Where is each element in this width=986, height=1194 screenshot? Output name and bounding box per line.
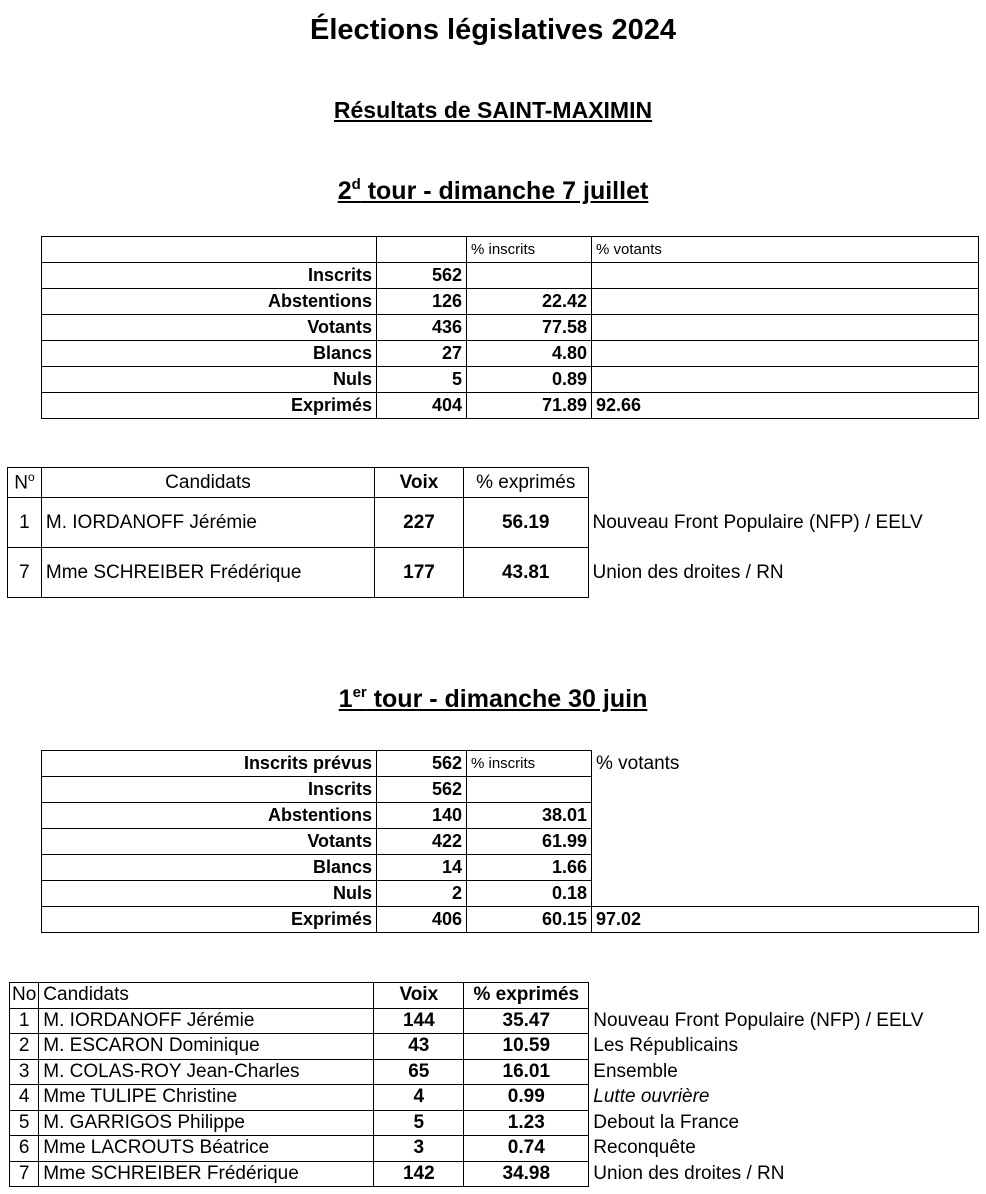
stat-label: Abstentions — [42, 803, 377, 829]
cand-voix: 144 — [374, 1008, 464, 1034]
cand-voix: 4 — [374, 1085, 464, 1111]
cand-no: 1 — [10, 1008, 39, 1034]
col-no: No — [10, 983, 39, 1009]
col-no-sup: o — [27, 470, 35, 485]
cand-name: M. ESCARON Dominique — [39, 1034, 374, 1060]
col-pct-votants: % votants — [596, 753, 680, 774]
cand-party: Reconquête — [593, 1137, 696, 1159]
stat-pct-votants — [592, 315, 979, 341]
col-candidats: Candidats — [41, 468, 374, 498]
stat-label: Inscrits prévus — [42, 751, 377, 777]
table-row — [42, 263, 979, 289]
table-cell — [589, 983, 978, 1009]
round2-stats-table — [41, 236, 979, 419]
table-row — [42, 289, 979, 315]
table-row — [8, 548, 986, 598]
cand-name: Mme SCHREIBER Frédérique — [41, 548, 374, 598]
stat-pct-inscrits: 61.99 — [467, 829, 592, 855]
col-voix: Voix — [375, 468, 464, 498]
stat-value: 422 — [377, 829, 467, 855]
table-row — [42, 777, 979, 803]
cand-no: 1 — [8, 498, 42, 548]
stat-label: Votants — [42, 829, 377, 855]
cand-party: Nouveau Front Populaire (NFP) / EELV — [593, 1009, 924, 1031]
table-row — [42, 367, 979, 393]
stat-label: Blancs — [42, 855, 377, 881]
table-row — [10, 1136, 978, 1162]
col-pct-inscrits: % inscrits — [467, 237, 592, 263]
cand-party: Lutte ouvrière — [593, 1086, 710, 1108]
stat-pct-votants: 97.02 — [592, 907, 979, 933]
stat-label: Votants — [42, 315, 377, 341]
table-row — [10, 1110, 978, 1136]
cand-voix: 177 — [375, 548, 464, 598]
cand-voix: 43 — [374, 1034, 464, 1060]
cand-pct: 56.19 — [463, 498, 588, 548]
table-cell — [592, 829, 979, 855]
cand-pct: 16.01 — [464, 1059, 589, 1085]
stat-pct-inscrits: 60.15 — [467, 907, 592, 933]
stat-pct-votants — [592, 341, 979, 367]
stat-label: Nuls — [42, 881, 377, 907]
stat-value: 2 — [377, 881, 467, 907]
stat-pct-inscrits: 77.58 — [467, 315, 592, 341]
stat-label: Nuls — [42, 367, 377, 393]
stat-pct-inscrits: 38.01 — [467, 803, 592, 829]
stat-label: Blancs — [42, 341, 377, 367]
round1-stats-table — [41, 750, 979, 933]
cand-party: Debout la France — [593, 1111, 740, 1133]
cand-pct: 43.81 — [463, 548, 588, 598]
round2-heading-num: 2 — [337, 177, 352, 205]
stat-label: Exprimés — [42, 907, 377, 933]
table-row — [10, 1161, 978, 1187]
col-no-label: N — [14, 472, 28, 494]
cand-pct: 10.59 — [464, 1034, 589, 1060]
table-cell — [588, 468, 985, 498]
stat-pct-inscrits: 1.66 — [467, 855, 592, 881]
stat-pct-votants — [592, 289, 979, 315]
cand-name: M. COLAS-ROY Jean-Charles — [39, 1059, 374, 1085]
cand-voix: 227 — [375, 498, 464, 548]
stat-pct-inscrits — [467, 263, 592, 289]
stat-value: 14 — [377, 855, 467, 881]
stat-pct-inscrits: 0.18 — [467, 881, 592, 907]
cand-voix: 5 — [374, 1110, 464, 1136]
table-row — [42, 907, 979, 933]
cand-voix: 3 — [374, 1136, 464, 1162]
cand-party: Union des droites / RN — [592, 561, 784, 583]
round1-heading-text: tour - dimanche 30 juin — [366, 685, 648, 713]
stat-value: 436 — [377, 315, 467, 341]
cand-no: 7 — [8, 548, 42, 598]
round2-candidates-table — [7, 467, 986, 598]
cand-no: 3 — [10, 1059, 39, 1085]
cand-no: 5 — [10, 1110, 39, 1136]
cand-name: Mme SCHREIBER Frédérique — [39, 1161, 374, 1187]
table-cell — [592, 881, 979, 907]
cand-party: Les Républicains — [593, 1035, 738, 1057]
round2-heading-sup: d — [351, 176, 361, 193]
stat-value: 140 — [377, 803, 467, 829]
table-header-row — [10, 983, 978, 1009]
round1-heading — [0, 684, 986, 714]
table-cell — [592, 855, 979, 881]
stat-label: Inscrits — [42, 263, 377, 289]
stat-value: 404 — [377, 393, 467, 419]
table-header-row — [8, 468, 986, 498]
stat-pct-inscrits: 0.89 — [467, 367, 592, 393]
cand-pct: 35.47 — [464, 1008, 589, 1034]
stat-pct-inscrits: 22.42 — [467, 289, 592, 315]
cand-pct: 0.74 — [464, 1136, 589, 1162]
round1-candidates-table — [9, 982, 978, 1187]
cand-party: Ensemble — [593, 1060, 678, 1082]
cand-name: Mme TULIPE Christine — [39, 1085, 374, 1111]
table-row — [42, 855, 979, 881]
stat-value: 562 — [377, 263, 467, 289]
cand-pct: 34.98 — [464, 1161, 589, 1187]
cand-no: 4 — [10, 1085, 39, 1111]
stat-label: Abstentions — [42, 289, 377, 315]
cand-no: 2 — [10, 1034, 39, 1060]
stat-value: 126 — [377, 289, 467, 315]
table-header-row — [42, 237, 979, 263]
table-row — [10, 1034, 978, 1060]
table-cell — [42, 237, 377, 263]
page-title: Élections législatives 2024 — [310, 14, 676, 46]
table-row — [42, 829, 979, 855]
table-cell — [592, 803, 979, 829]
cand-name: M. GARRIGOS Philippe — [39, 1110, 374, 1136]
stat-label: Inscrits — [42, 777, 377, 803]
stat-pct-inscrits — [467, 777, 592, 803]
table-row — [10, 1059, 978, 1085]
col-no — [8, 468, 42, 498]
stat-value: 562 — [377, 751, 467, 777]
cand-voix: 142 — [374, 1161, 464, 1187]
col-pct-exprimes: % exprimés — [463, 468, 588, 498]
stat-label: Exprimés — [42, 393, 377, 419]
table-row — [42, 751, 979, 777]
table-row — [42, 393, 979, 419]
table-cell — [592, 777, 979, 803]
stat-value: 562 — [377, 777, 467, 803]
stat-pct-inscrits: 71.89 — [467, 393, 592, 419]
cand-no: 7 — [10, 1161, 39, 1187]
stat-pct-votants: 92.66 — [592, 393, 979, 419]
cand-voix: 65 — [374, 1059, 464, 1085]
stat-pct-votants — [592, 263, 979, 289]
table-row — [10, 1085, 978, 1111]
cand-pct: 1.23 — [464, 1110, 589, 1136]
cand-no: 6 — [10, 1136, 39, 1162]
table-row — [8, 498, 986, 548]
round2-heading — [0, 176, 986, 206]
round1-heading-num: 1 — [338, 685, 353, 713]
stat-value: 5 — [377, 367, 467, 393]
cand-name: Mme LACROUTS Béatrice — [39, 1136, 374, 1162]
table-row — [42, 341, 979, 367]
cand-party: Nouveau Front Populaire (NFP) / EELV — [592, 511, 923, 533]
cand-name: M. IORDANOFF Jérémie — [39, 1008, 374, 1034]
round2-heading-text: tour - dimanche 7 juillet — [360, 177, 649, 205]
col-pct-votants: % votants — [592, 237, 979, 263]
col-pct-exprimes: % exprimés — [464, 983, 589, 1009]
stat-value: 406 — [377, 907, 467, 933]
table-row — [42, 315, 979, 341]
table-row — [42, 881, 979, 907]
stat-pct-inscrits: 4.80 — [467, 341, 592, 367]
stat-pct-votants — [592, 367, 979, 393]
round1-heading-sup: er — [352, 684, 367, 701]
stat-value: 27 — [377, 341, 467, 367]
page-subtitle: Résultats de SAINT-MAXIMIN — [333, 97, 653, 123]
table-row — [10, 1008, 978, 1034]
col-pct-inscrits: % inscrits — [467, 751, 592, 777]
table-row — [42, 803, 979, 829]
cand-party: Union des droites / RN — [593, 1162, 785, 1184]
cand-pct: 0.99 — [464, 1085, 589, 1111]
cand-name: M. IORDANOFF Jérémie — [41, 498, 374, 548]
table-cell — [377, 237, 467, 263]
col-candidats: Candidats — [39, 983, 374, 1009]
col-voix: Voix — [374, 983, 464, 1009]
